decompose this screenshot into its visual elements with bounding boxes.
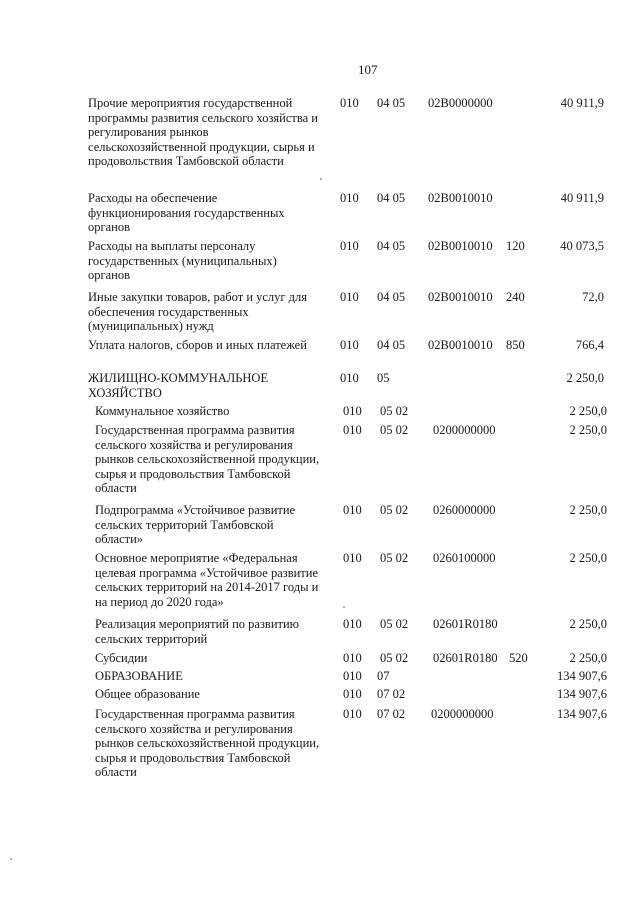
scan-speck xyxy=(10,858,12,860)
row-section: 05 xyxy=(377,371,390,385)
row-amount: 2 250,0 xyxy=(569,423,607,437)
row-name: ОБРАЗОВАНИЕ xyxy=(95,669,183,683)
row-amount: 2 250,0 xyxy=(569,651,607,665)
row-target-code: 02В0010010 xyxy=(428,191,493,205)
row-section: 05 02 xyxy=(380,551,409,565)
row-grbs: 010 xyxy=(343,617,362,631)
row-target-code: 02В0010010 xyxy=(428,239,493,253)
row-amount: 2 250,0 xyxy=(569,617,607,631)
row-grbs: 010 xyxy=(343,687,362,701)
row-target-code: 0200000000 xyxy=(431,707,494,721)
row-grbs: 010 xyxy=(340,191,359,205)
row-section: 04 05 xyxy=(377,239,406,253)
row-name: Подпрограмма «Устойчивое развитие сельских территорий Тамбовской области» xyxy=(95,503,296,546)
row-name: ЖИЛИЩНО-КОММУНАЛЬНОЕ ХОЗЯЙСТВО xyxy=(88,371,269,400)
row-section: 07 02 xyxy=(377,707,406,721)
row-name: Государственная программа развития сельского хозяйства и регулирования рынков сельскохозяйственной продукции, сырья и продовольствия Тамбовской области xyxy=(95,423,320,495)
row-grbs: 010 xyxy=(340,96,359,110)
row-name: Субсидии xyxy=(95,651,148,665)
row-section: 05 02 xyxy=(380,503,409,517)
row-grbs: 010 xyxy=(343,423,362,437)
row-grbs: 010 xyxy=(343,707,362,721)
row-target-code: 02601R0180 xyxy=(433,617,498,631)
row-grbs: 010 xyxy=(343,651,362,665)
row-amount: 134 907,6 xyxy=(557,669,607,683)
row-target-code: 0260100000 xyxy=(433,551,496,565)
row-amount: 40 073,5 xyxy=(560,239,604,253)
row-expense-type: 850 xyxy=(506,338,525,352)
row-grbs: 010 xyxy=(340,338,359,352)
row-amount: 72,0 xyxy=(582,290,604,304)
row-grbs: 010 xyxy=(343,503,362,517)
row-section: 04 05 xyxy=(377,191,406,205)
row-grbs: 010 xyxy=(343,404,362,418)
row-section: 07 xyxy=(377,669,390,683)
row-amount: 2 250,0 xyxy=(569,551,607,565)
scan-speck xyxy=(320,178,322,180)
row-section: 04 05 xyxy=(377,96,406,110)
row-section: 07 02 xyxy=(377,687,406,701)
row-target-code: 02В0000000 xyxy=(428,96,493,110)
row-amount: 40 911,9 xyxy=(560,96,604,110)
row-name: Иные закупки товаров, работ и услуг для обеспечения государственных (муниципальных) нужд xyxy=(88,290,308,333)
row-grbs: 010 xyxy=(340,371,359,385)
row-section: 04 05 xyxy=(377,338,406,352)
row-name: Уплата налогов, сборов и иных платежей xyxy=(88,338,307,352)
page-number: 107 xyxy=(358,62,378,77)
row-amount: 2 250,0 xyxy=(569,503,607,517)
row-amount: 766,4 xyxy=(575,338,604,352)
row-amount: 134 907,6 xyxy=(557,687,607,701)
row-name: Коммунальное хозяйство xyxy=(95,404,230,418)
row-expense-type: 520 xyxy=(509,651,528,665)
row-target-code: 0200000000 xyxy=(433,423,496,437)
row-amount: 2 250,0 xyxy=(566,371,604,385)
row-section: 04 05 xyxy=(377,290,406,304)
row-name: Расходы на выплаты персоналу государственных (муниципальных) органов xyxy=(88,239,277,282)
row-target-code: 0260000000 xyxy=(433,503,496,517)
row-name: Реализация мероприятий по развитию сельских территорий xyxy=(95,617,299,646)
row-grbs: 010 xyxy=(343,669,362,683)
row-grbs: 010 xyxy=(340,239,359,253)
row-name: Прочие мероприятия государственной программы развития сельского хозяйства и регулирования рынков сельскохозяйственной продукции, сырья и продовольствия Тамбовской области xyxy=(88,96,318,168)
row-name: Расходы на обеспечение функционирования государственных органов xyxy=(88,191,285,234)
row-section: 05 02 xyxy=(380,404,409,418)
row-expense-type: 120 xyxy=(506,239,525,253)
row-amount: 2 250,0 xyxy=(569,404,607,418)
row-expense-type: 240 xyxy=(506,290,525,304)
scan-speck xyxy=(343,606,345,608)
row-grbs: 010 xyxy=(340,290,359,304)
row-name: Основное мероприятие «Федеральная целевая программа «Устойчивое развитие сельских территорий на 2014-2017 годы и на период до 2020 года» xyxy=(95,551,319,609)
row-name: Государственная программа развития сельского хозяйства и регулирования рынков сельскохозяйственной продукции, сырья и продовольствия Тамбовской области xyxy=(95,707,320,779)
row-target-code: 02601R0180 xyxy=(433,651,498,665)
row-target-code: 02В0010010 xyxy=(428,290,493,304)
row-amount: 134 907,6 xyxy=(557,707,607,721)
row-amount: 40 911,9 xyxy=(560,191,604,205)
row-section: 05 02 xyxy=(380,651,409,665)
row-section: 05 02 xyxy=(380,617,409,631)
row-section: 05 02 xyxy=(380,423,409,437)
row-name: Общее образование xyxy=(95,687,200,701)
row-grbs: 010 xyxy=(343,551,362,565)
row-target-code: 02В0010010 xyxy=(428,338,493,352)
